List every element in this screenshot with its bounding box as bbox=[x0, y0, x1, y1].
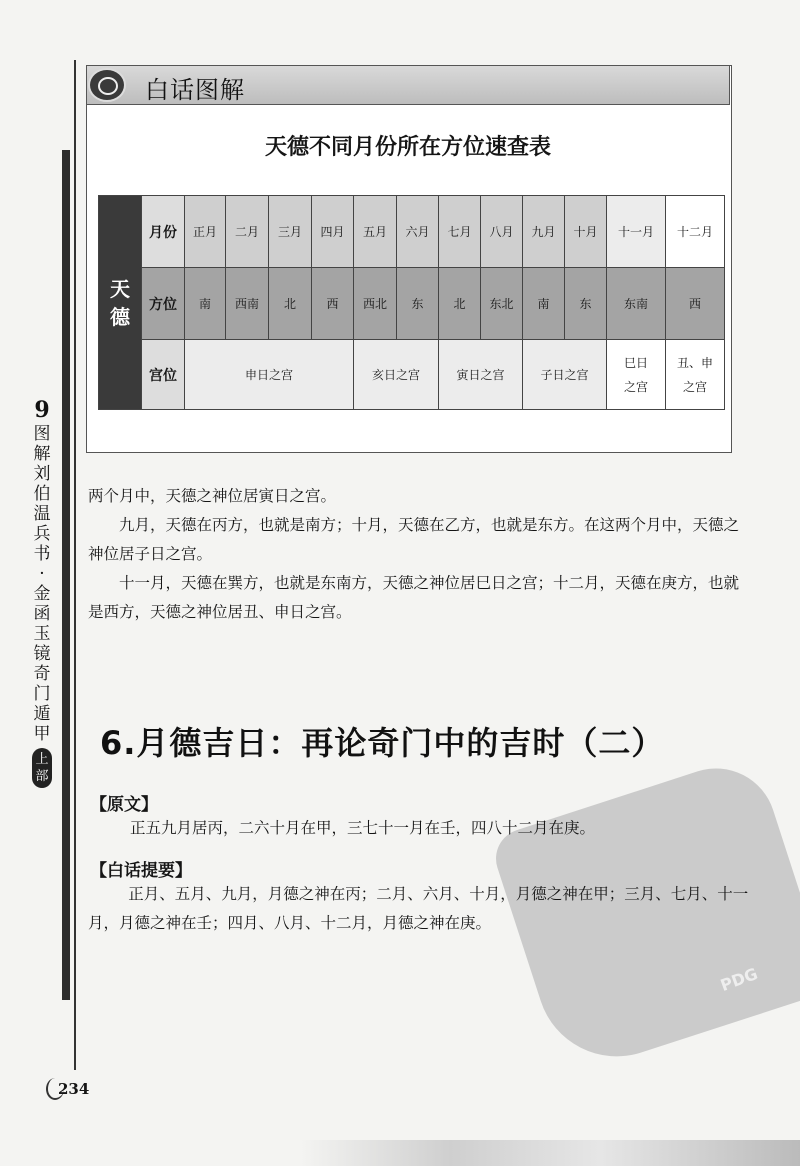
title-char: 兵 bbox=[33, 524, 51, 544]
row-header-month: 月份 bbox=[142, 196, 185, 268]
title-char: 图 bbox=[33, 424, 51, 444]
direction-cell: 西 bbox=[312, 268, 354, 340]
summary-label: 【白话提要】 bbox=[90, 861, 192, 881]
title-char: 玉 bbox=[33, 624, 51, 644]
title-char: 函 bbox=[33, 604, 51, 624]
palace-cell: 亥日之宫 bbox=[354, 340, 439, 410]
table-row bbox=[99, 268, 725, 340]
direction-cell: 西 bbox=[666, 268, 725, 340]
title-char: 伯 bbox=[33, 484, 51, 504]
paragraph: 两个月中，天德之神位居寅日之宫。 bbox=[88, 487, 337, 505]
title-char: 刘 bbox=[33, 464, 51, 484]
box-label: 白话图解 bbox=[145, 76, 245, 104]
section-title: 6.月德吉日：再论奇门中的吉时（二） bbox=[100, 724, 665, 762]
scroll-logo-icon bbox=[88, 68, 126, 102]
title-char: 金 bbox=[33, 584, 51, 604]
watermark-text: PDG bbox=[717, 964, 761, 995]
scan-edge bbox=[300, 1140, 800, 1166]
tiande-table bbox=[98, 195, 725, 410]
direction-cell: 北 bbox=[439, 268, 481, 340]
book-title-vertical bbox=[30, 397, 54, 788]
title-char: · bbox=[39, 564, 45, 584]
title-char: 遁 bbox=[33, 704, 51, 724]
month-cell: 二月 bbox=[226, 196, 269, 268]
direction-cell: 东 bbox=[565, 268, 607, 340]
month-cell: 十月 bbox=[565, 196, 607, 268]
title-char: 甲 bbox=[33, 724, 51, 744]
month-cell: 六月 bbox=[397, 196, 439, 268]
margin-bar-thick bbox=[62, 150, 70, 1000]
margin-bar-thin bbox=[74, 60, 76, 1070]
volume-badge: 上部 bbox=[32, 748, 52, 788]
direction-cell: 北 bbox=[269, 268, 312, 340]
palace-cell: 子日之宫 bbox=[523, 340, 607, 410]
row-header-direction: 方位 bbox=[142, 268, 185, 340]
month-cell: 七月 bbox=[439, 196, 481, 268]
original-label: 【原文】 bbox=[90, 795, 158, 815]
palace-cell bbox=[666, 340, 725, 410]
direction-cell: 南 bbox=[185, 268, 226, 340]
month-cell: 八月 bbox=[481, 196, 523, 268]
direction-cell: 南 bbox=[523, 268, 565, 340]
table-row bbox=[99, 196, 725, 268]
month-cell: 五月 bbox=[354, 196, 397, 268]
summary-text: 正月、五月、九月，月德之神在丙；二月、六月、十月，月德之神在甲；三月、七月、十一月，月德之神在壬；四月、八月、十二月，月德之神在庚。 bbox=[88, 885, 749, 932]
palace-text: 丑、申之宫 bbox=[676, 355, 713, 394]
title-char: 门 bbox=[33, 684, 51, 704]
direction-cell: 东南 bbox=[607, 268, 666, 340]
direction-cell: 东 bbox=[397, 268, 439, 340]
palace-cell: 申日之宫 bbox=[185, 340, 354, 410]
side-label: 天德 bbox=[110, 276, 130, 329]
table-title: 天德不同月份所在方位速查表 bbox=[264, 135, 551, 160]
original-text: 正五九月居丙，二六十月在甲，三七十一月在壬，四八十二月在庚。 bbox=[130, 819, 596, 837]
side-label-cell bbox=[99, 196, 142, 410]
paragraph: 十一月，天德在巽方，也就是东南方，天德之神位居巳日之宫；十二月，天德在庚方，也就是西方，天德之神位居丑、申日之宫。 bbox=[88, 574, 740, 621]
month-cell: 十二月 bbox=[666, 196, 725, 268]
month-cell: 四月 bbox=[312, 196, 354, 268]
direction-cell: 西南 bbox=[226, 268, 269, 340]
title-char: 奇 bbox=[33, 664, 51, 684]
title-char: 书 bbox=[33, 544, 51, 564]
month-cell: 十一月 bbox=[607, 196, 666, 268]
title-char: 温 bbox=[33, 504, 51, 524]
palace-cell: 寅日之宫 bbox=[439, 340, 523, 410]
month-cell: 正月 bbox=[185, 196, 226, 268]
palace-text: 巳日之宫 bbox=[623, 355, 648, 394]
page-number: 234 bbox=[58, 1080, 90, 1098]
title-char: 解 bbox=[33, 444, 51, 464]
title-char: 镜 bbox=[33, 644, 51, 664]
month-cell: 三月 bbox=[269, 196, 312, 268]
table-row bbox=[99, 340, 725, 410]
direction-cell: 西北 bbox=[354, 268, 397, 340]
direction-cell: 东北 bbox=[481, 268, 523, 340]
row-header-palace: 宫位 bbox=[142, 340, 185, 410]
palace-cell bbox=[607, 340, 666, 410]
spiral-mark: 9 bbox=[34, 397, 50, 423]
paragraph: 九月，天德在丙方，也就是南方；十月，天德在乙方，也就是东方。在这两个月中，天德之神位居子日之宫。 bbox=[88, 516, 740, 563]
month-cell: 九月 bbox=[523, 196, 565, 268]
